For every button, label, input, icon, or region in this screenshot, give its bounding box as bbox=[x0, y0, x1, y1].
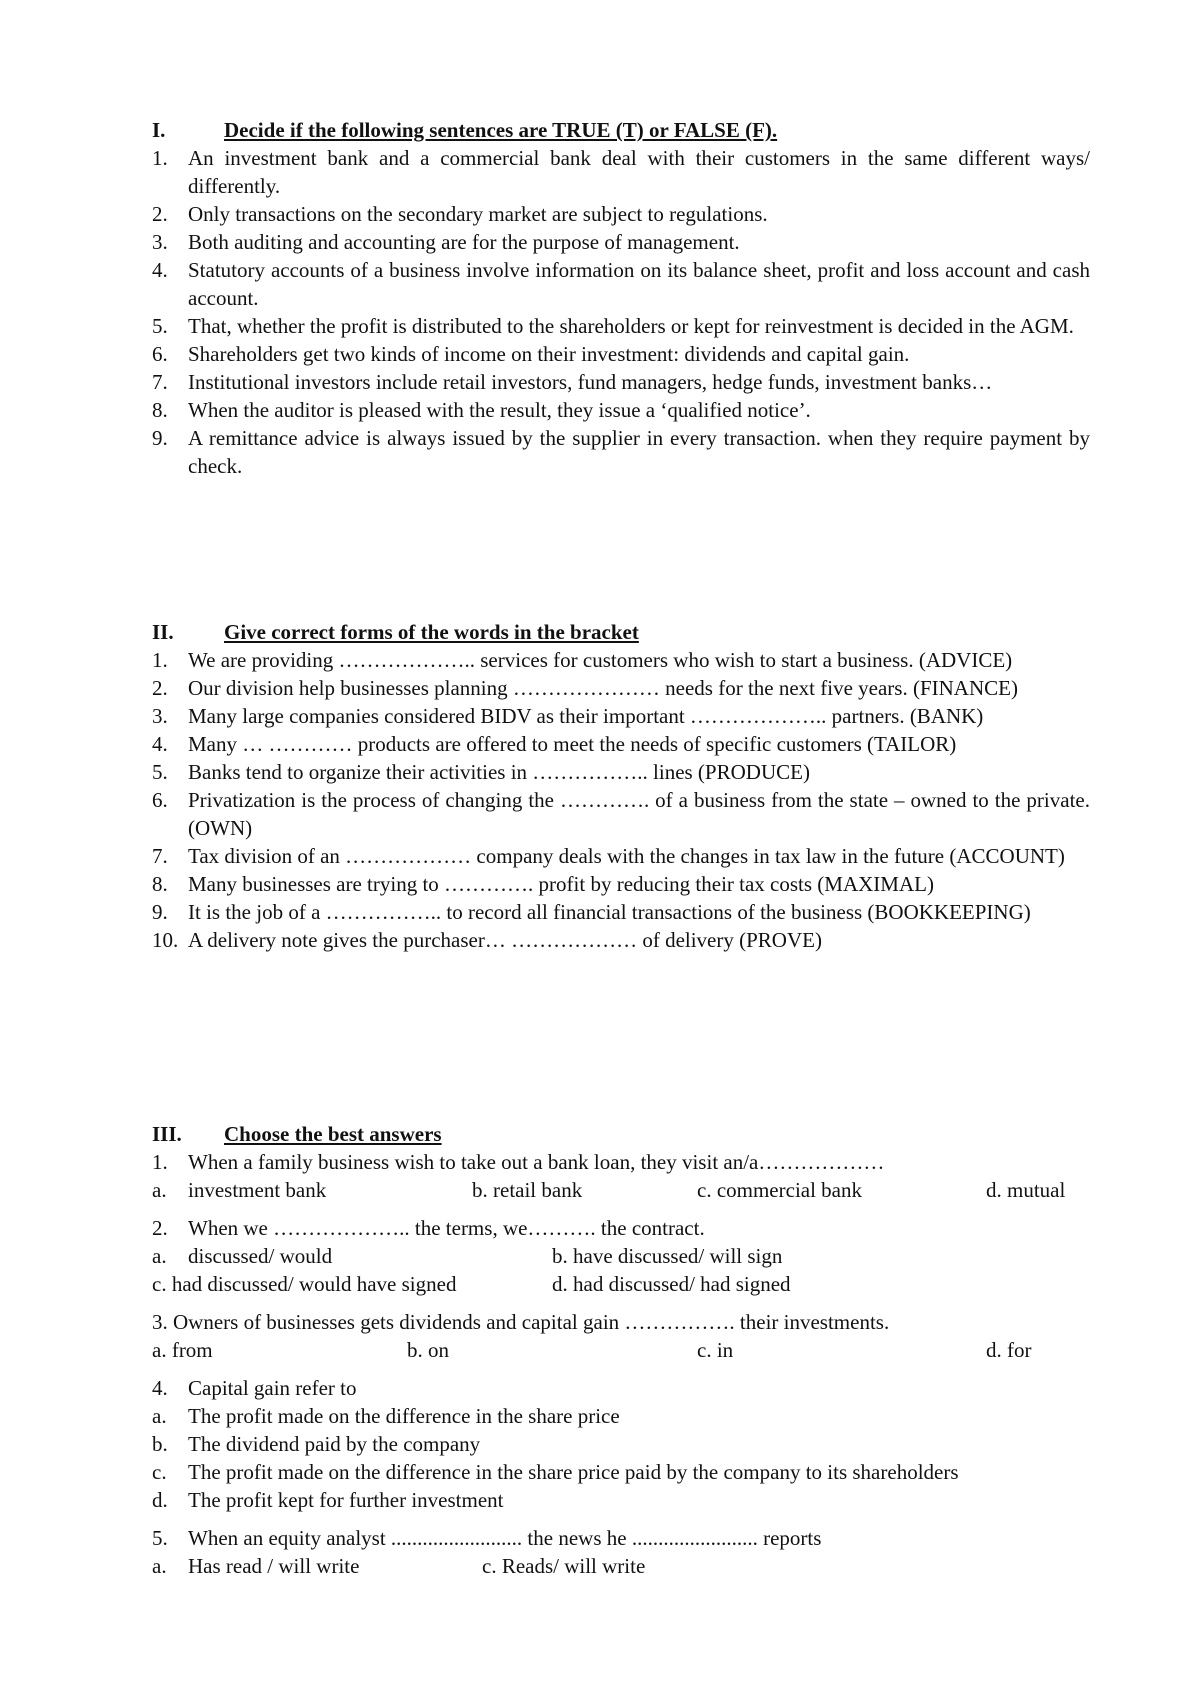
list-item bbox=[152, 926, 1090, 954]
item-text: Both auditing and accounting are for the purpose of management. bbox=[188, 230, 740, 254]
item-number: 5. bbox=[152, 760, 168, 784]
item-number: 5. bbox=[152, 314, 168, 338]
list-item bbox=[152, 758, 1090, 786]
item-number: 10. bbox=[152, 928, 179, 952]
item-number: 7. bbox=[152, 844, 168, 868]
answer-options bbox=[152, 1336, 1090, 1364]
answer-option bbox=[152, 1430, 1090, 1458]
list-item bbox=[152, 424, 1090, 480]
item-text: An investment bank and a commercial bank deal with their customers in the same different ways/ differently. bbox=[188, 146, 1090, 198]
section-number: III. bbox=[152, 1122, 182, 1146]
option-c: c. Reads/ will write bbox=[482, 1554, 646, 1578]
item-text: It is the job of a …………….. to record all financial transactions of the business (BOOKKEEPING) bbox=[188, 900, 1031, 924]
question-5 bbox=[152, 1524, 1090, 1580]
item-text: Many … ………… products are offered to meet the needs of specific customers (TAILOR) bbox=[188, 732, 957, 756]
item-text: Our division help businesses planning ………………… needs for the next five years. (FINANCE) bbox=[188, 676, 1018, 700]
option-c: c. had discussed/ would have signed bbox=[152, 1272, 457, 1296]
question-3 bbox=[152, 1308, 1090, 1364]
question-number: 1. bbox=[152, 1150, 168, 1174]
section-multiple-choice bbox=[152, 1120, 1090, 1580]
list-item bbox=[152, 228, 1090, 256]
question-text: When we ……………….. the terms, we………. the contract. bbox=[188, 1216, 705, 1240]
section-word-forms bbox=[152, 618, 1090, 954]
option-a-letter: a. bbox=[152, 1554, 167, 1578]
list-item bbox=[152, 786, 1090, 842]
section-heading bbox=[152, 618, 1090, 646]
option-b: b. retail bank bbox=[472, 1178, 583, 1202]
item-text: That, whether the profit is distributed to the shareholders or kept for reinvestment is decided in the AGM. bbox=[188, 314, 1074, 338]
question-stem bbox=[152, 1148, 1090, 1176]
item-text: A remittance advice is always issued by the supplier in every transaction. when they require payment by check. bbox=[188, 426, 1090, 478]
answer-options bbox=[152, 1176, 1090, 1204]
list-item bbox=[152, 646, 1090, 674]
answer-options bbox=[152, 1552, 1090, 1580]
question-number: 5. bbox=[152, 1526, 168, 1550]
item-number: 4. bbox=[152, 732, 168, 756]
item-text: Statutory accounts of a business involve information on its balance sheet, profit and loss account and cash account. bbox=[188, 258, 1090, 310]
true-false-list bbox=[152, 144, 1090, 480]
section-true-false bbox=[152, 116, 1090, 480]
option-d: d. mutual bbox=[986, 1178, 1066, 1202]
option-a: a. from bbox=[152, 1338, 213, 1362]
question-stem bbox=[152, 1524, 1090, 1552]
item-text: Banks tend to organize their activities in …………….. lines (PRODUCE) bbox=[188, 760, 810, 784]
option-letter: a. bbox=[152, 1404, 167, 1428]
section-number: I. bbox=[152, 118, 166, 142]
question-number: 4. bbox=[152, 1376, 168, 1400]
item-number: 9. bbox=[152, 900, 168, 924]
list-item bbox=[152, 870, 1090, 898]
list-item bbox=[152, 368, 1090, 396]
list-item bbox=[152, 674, 1090, 702]
section-title: Give correct forms of the words in the bracket bbox=[224, 620, 639, 644]
item-number: 2. bbox=[152, 202, 168, 226]
item-text: Institutional investors include retail investors, fund managers, hedge funds, investment banks… bbox=[188, 370, 993, 394]
item-number: 1. bbox=[152, 146, 168, 170]
answer-options bbox=[152, 1242, 1090, 1270]
question-text: When a family business wish to take out a bank loan, they visit an/a……………… bbox=[188, 1150, 885, 1174]
list-item bbox=[152, 898, 1090, 926]
option-letter: c. bbox=[152, 1460, 167, 1484]
option-text: The profit made on the difference in the share price bbox=[188, 1404, 620, 1428]
item-number: 6. bbox=[152, 788, 168, 812]
item-text: Shareholders get two kinds of income on their investment: dividends and capital gain. bbox=[188, 342, 910, 366]
section-heading bbox=[152, 116, 1090, 144]
list-item bbox=[152, 730, 1090, 758]
item-number: 1. bbox=[152, 648, 168, 672]
option-b: b. on bbox=[407, 1338, 449, 1362]
question-stem bbox=[152, 1374, 1090, 1402]
option-letter: d. bbox=[152, 1488, 168, 1512]
option-text: The profit kept for further investment bbox=[188, 1488, 504, 1512]
list-item bbox=[152, 200, 1090, 228]
section-title: Choose the best answers bbox=[224, 1122, 442, 1146]
list-item bbox=[152, 312, 1090, 340]
option-text: The profit made on the difference in the share price paid by the company to its shareholders bbox=[188, 1460, 959, 1484]
question-stem: 3. Owners of businesses gets dividends and capital gain ……………. their investments. bbox=[152, 1310, 890, 1334]
option-text: The dividend paid by the company bbox=[188, 1432, 481, 1456]
item-number: 3. bbox=[152, 230, 168, 254]
question-number: 2. bbox=[152, 1216, 168, 1240]
item-text: Tax division of an ……………… company deals with the changes in tax law in the future (ACCOUNT) bbox=[188, 844, 1065, 868]
item-text: Privatization is the process of changing the …………. of a business from the state – owned to the private. (OWN) bbox=[188, 788, 1090, 840]
item-text: We are providing ……………….. services for customers who wish to start a business. (ADVICE) bbox=[188, 648, 1013, 672]
item-number: 8. bbox=[152, 872, 168, 896]
question-stem bbox=[152, 1214, 1090, 1242]
section-title: Decide if the following sentences are TRUE (T) or FALSE (F). bbox=[224, 118, 778, 142]
question-4 bbox=[152, 1374, 1090, 1514]
list-item bbox=[152, 144, 1090, 200]
item-number: 7. bbox=[152, 370, 168, 394]
list-item bbox=[152, 256, 1090, 312]
list-item bbox=[152, 842, 1090, 870]
option-d: d. for bbox=[986, 1338, 1032, 1362]
section-number: II. bbox=[152, 620, 174, 644]
question-2 bbox=[152, 1214, 1090, 1298]
list-item bbox=[152, 702, 1090, 730]
question-text: Capital gain refer to bbox=[188, 1376, 357, 1400]
item-number: 2. bbox=[152, 676, 168, 700]
item-text: Only transactions on the secondary market are subject to regulations. bbox=[188, 202, 768, 226]
option-c: c. commercial bank bbox=[697, 1178, 863, 1202]
question-1 bbox=[152, 1148, 1090, 1204]
answer-options bbox=[152, 1270, 1090, 1298]
option-b: b. have discussed/ will sign bbox=[552, 1244, 783, 1268]
item-text: When the auditor is pleased with the result, they issue a ‘qualified notice’. bbox=[188, 398, 811, 422]
option-d: d. had discussed/ had signed bbox=[552, 1272, 791, 1296]
item-text: Many large companies considered BIDV as their important ……………….. partners. (BANK) bbox=[188, 704, 984, 728]
option-a-letter: a. bbox=[152, 1178, 167, 1202]
list-item bbox=[152, 396, 1090, 424]
section-heading bbox=[152, 1120, 1090, 1148]
item-number: 3. bbox=[152, 704, 168, 728]
question-text: When an equity analyst ......................... the news he ........................ reports bbox=[188, 1526, 822, 1550]
option-a-text: investment bank bbox=[188, 1178, 327, 1202]
option-a-text: discussed/ would bbox=[188, 1244, 333, 1268]
item-number: 4. bbox=[152, 258, 168, 282]
option-letter: b. bbox=[152, 1432, 168, 1456]
option-a-text: Has read / will write bbox=[188, 1554, 360, 1578]
word-forms-list bbox=[152, 646, 1090, 954]
item-number: 9. bbox=[152, 426, 168, 450]
item-text: A delivery note gives the purchaser… ……………… of delivery (PROVE) bbox=[188, 928, 822, 952]
item-text: Many businesses are trying to …………. profit by reducing their tax costs (MAXIMAL) bbox=[188, 872, 934, 896]
question-list bbox=[152, 1148, 1090, 1580]
answer-option bbox=[152, 1458, 1090, 1486]
item-number: 6. bbox=[152, 342, 168, 366]
option-a-letter: a. bbox=[152, 1244, 167, 1268]
answer-option bbox=[152, 1486, 1090, 1514]
answer-option bbox=[152, 1402, 1090, 1430]
item-number: 8. bbox=[152, 398, 168, 422]
list-item bbox=[152, 340, 1090, 368]
option-c: c. in bbox=[697, 1338, 734, 1362]
